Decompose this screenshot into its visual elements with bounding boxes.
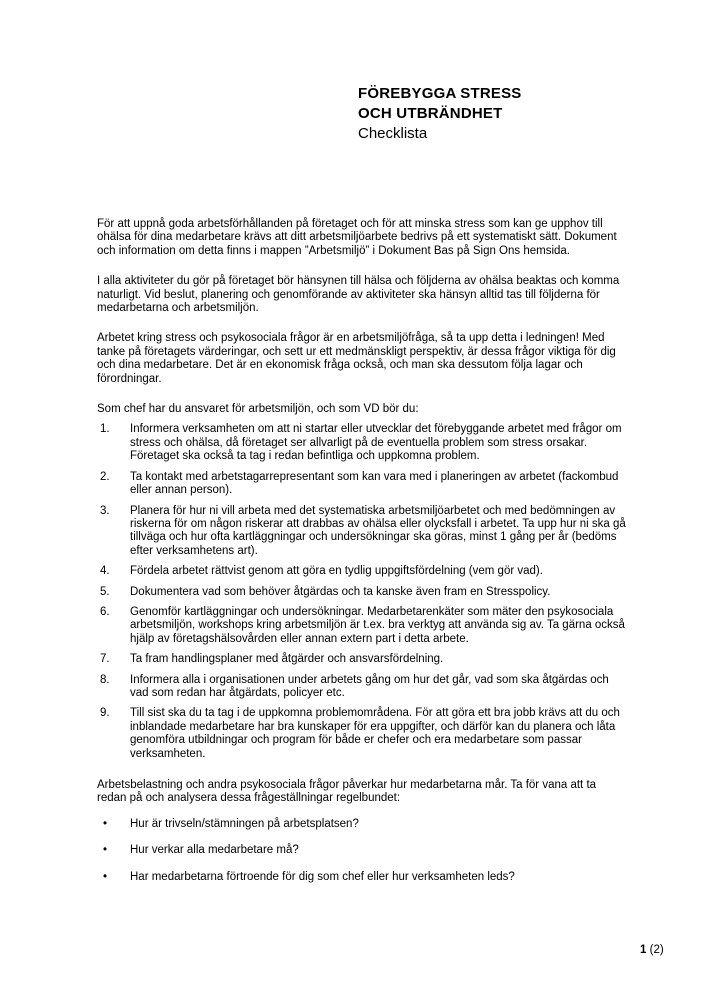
item-number: 4.: [100, 565, 110, 578]
item-number: 1.: [100, 423, 110, 436]
numbered-list-intro: Som chef har du ansvaret för arbetsmiljön, och som VD bör du:: [97, 403, 419, 416]
item-text: Planera för hur ni vill arbeta med det systematiska arbetsmiljöarbetet och med bedömningen av riskerna för om någon riskerar att drabbas av ohälsa eller olycksfall i arbetet. Ta upp hur ni ska gå tillväga och hur ofta kartläggningar och undersökningar ska göras, minst 1 gång per år (bedöms efter verksamhetens art).: [130, 504, 626, 557]
bullet-item-2: [97, 844, 627, 857]
document-body: [97, 218, 627, 897]
bullet-glyph: •: [103, 870, 108, 883]
bullet-text: Hur verkar alla medarbetare må?: [130, 844, 299, 857]
bullet-item-3: [97, 871, 627, 884]
document-title-line-1: FÖREBYGGA STRESS: [358, 85, 522, 102]
numbered-item-3: [97, 505, 627, 559]
page-number: 1: [640, 944, 647, 956]
bullet-text: Hur är trivseln/stämningen på arbetsplatsen?: [130, 817, 359, 830]
item-text: Till sist ska du ta tag i de uppkomna problemområdena. För att göra ett bra jobb krävs att du och inblandade medarbetare har bra kunskaper för era uppgifter, och därför kan du planera och låta genomföra utbildningar och program för både er chefer och era medarbetare som passar verksamheten.: [130, 707, 620, 760]
numbered-item-7: [97, 653, 627, 666]
page-number-footer: [640, 944, 664, 957]
numbered-item-2: [97, 471, 627, 498]
closing-paragraph: Arbetsbelastning och andra psykosociala frågor påverkar hur medarbetarna mår. Ta för vana att ta redan på och analysera dessa frågeställningar regelbundet:: [97, 779, 597, 805]
item-text: Dokumentera vad som behöver åtgärdas och ta kanske även fram en Stresspolicy.: [130, 585, 551, 598]
item-text: Genomför kartläggningar och undersökningar. Medarbetarenkäter som mäter den psykosociala arbetsmiljön, workshops kring arbetsmiljön är t.ex. bra verktyg att använda sig av. Ta gärna också hjälp av företagshälsovården eller annan extern part i detta arbete.: [130, 605, 625, 645]
bullet-text: Har medarbetarna förtroende för dig som chef eller hur verksamheten leds?: [130, 870, 515, 883]
document-title-line-2: OCH UTBRÄNDHET: [358, 105, 503, 122]
item-number: 2.: [100, 470, 110, 483]
numbered-item-1: [97, 423, 627, 463]
document-title-block: [358, 84, 522, 144]
numbered-item-8: [97, 674, 627, 701]
item-text: Informera alla i organisationen under arbetets gång om hur det går, vad som ska åtgärdas och vad som redan har åtgärdats, policyer etc.: [130, 673, 609, 699]
bullet-glyph: •: [103, 817, 108, 830]
item-number: 7.: [100, 653, 110, 666]
item-number: 3.: [100, 504, 110, 517]
numbered-item-9: [97, 707, 627, 761]
item-number: 5.: [100, 585, 110, 598]
item-text: Ta kontakt med arbetstagarrepresentant som kan vara med i planeringen av arbetet (fackombud eller annan person).: [130, 470, 619, 497]
page-total: (2): [649, 944, 664, 956]
numbered-item-6: [97, 606, 627, 646]
body-paragraph-1: För att uppnå goda arbetsförhållanden på företaget och för att minska stress som kan ge upphov till ohälsa för dina medarbetare krävs att ditt arbetsmiljöarbete bedrivs på ett systematiskt sätt. Dokument och information om detta finns i mappen ”Arbetsmiljö” i Dokument Bas på Sign Ons hemsida.: [97, 218, 617, 257]
numbered-item-4: [97, 565, 627, 578]
numbered-item-5: [97, 586, 627, 599]
item-text: Ta fram handlingsplaner med åtgärder och ansvarsfördelning.: [130, 653, 444, 666]
body-paragraph-2: I alla aktiviteter du gör på företaget bör hänsynen till hälsa och följderna av ohälsa beaktas och komma naturligt. Vid beslut, planering och genomförande av aktiviteter ska hänsyn alltid tas till följderna för medarbetarna och arbetsmiljön.: [97, 275, 620, 315]
item-number: 6.: [100, 605, 110, 618]
bullet-item-1: [97, 818, 627, 831]
bullet-glyph: •: [103, 844, 108, 857]
item-number: 9.: [100, 707, 110, 720]
document-subtitle: Checklista: [358, 125, 428, 142]
body-paragraph-3: Arbetet kring stress och psykosociala frågor är en arbetsmiljöfråga, så ta upp detta i ledningen! Med tanke på företagets värderingar, och sett ur ett medmänskligt perspektiv, är dessa frågor viktiga för dig och dina medarbetare. Det är en ekonomisk fråga också, och man ska dessutom följa lagar och förordningar.: [97, 332, 616, 385]
item-text: Fördela arbetet rättvist genom att göra en tydlig uppgiftsfördelning (vem gör vad).: [130, 565, 543, 578]
item-text: Informera verksamheten om att ni startar eller utvecklar det förebyggande arbetet med frågor om stress och ohälsa, då företaget ser allvarligt på de eventuella problem som stress orsakar. Företaget ska också ta tag i redan befintliga och uppkomna problem.: [130, 423, 622, 463]
item-number: 8.: [100, 673, 110, 686]
